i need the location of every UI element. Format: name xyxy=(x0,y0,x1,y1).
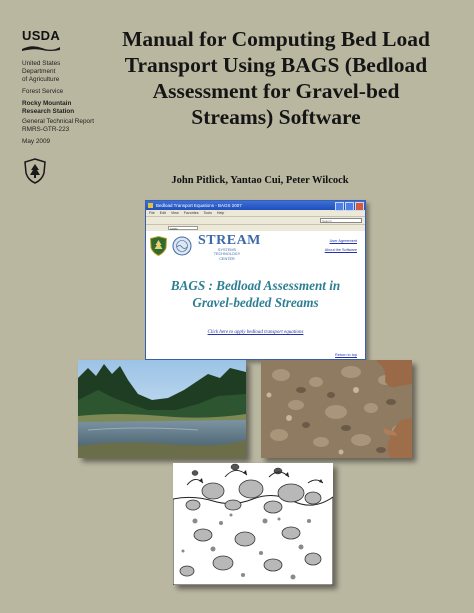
window-controls xyxy=(335,202,364,211)
return-to-top-link: Return to top xyxy=(335,353,357,357)
user-agreement-link: User Agreement xyxy=(329,239,357,243)
authors: John Pitlick, Yantao Cui, Peter Wilcock xyxy=(171,175,349,186)
forest-service-label: Forest Service xyxy=(22,88,64,95)
close-icon xyxy=(355,202,364,211)
usda-logo xyxy=(22,28,62,52)
apply-equations-link: Click here to apply bedload transport equations xyxy=(207,330,304,335)
about-software-link: About the Software xyxy=(324,248,357,252)
stc-seal-icon xyxy=(172,236,192,256)
menu-favorites: Favorites xyxy=(183,211,199,215)
window-toolbar xyxy=(146,216,365,224)
menu-help: Help xyxy=(216,211,225,215)
menu-file: File xyxy=(149,211,155,215)
forest-service-badge-icon xyxy=(150,236,167,256)
research-station: Rocky Mountain Research Station xyxy=(22,100,75,115)
gravel-bed-photo xyxy=(261,360,412,458)
river-photo xyxy=(78,360,246,458)
menu-edit: Edit xyxy=(159,211,166,215)
usda-swoosh-icon xyxy=(22,44,60,52)
gravel-sediment-image xyxy=(261,360,412,458)
window-content xyxy=(146,231,365,360)
bedload-sediment-diagram xyxy=(173,463,333,585)
report-title: Manual for Computing Bed Load Transport Using BAGS (Bedload Assessment for Gravel-bed Streams) Software xyxy=(122,27,430,129)
minimize-icon xyxy=(335,202,344,211)
report-number: General Technical Report RMRS-GTR-223 xyxy=(22,118,94,133)
menu-view: View xyxy=(171,211,179,215)
forest-service-shield-icon xyxy=(24,158,46,184)
stream-logo-subtitle: SYSTEMS TECHNOLOGY CENTER xyxy=(213,248,241,261)
bedload-transport-illustration xyxy=(173,463,333,585)
window-titlebar xyxy=(146,201,365,210)
bags-heading: BAGS : Bedload Assessment in Gravel-bedded Streams xyxy=(170,278,341,310)
publication-date: May 2009 xyxy=(22,138,51,145)
zoom-level: 100% xyxy=(168,226,198,230)
search-box: Search xyxy=(320,218,362,223)
stream-logo-word: STREAM xyxy=(198,233,261,248)
menu-tools: Tools xyxy=(203,211,212,215)
agency-name: United States Department of Agriculture xyxy=(22,60,61,83)
maximize-icon xyxy=(345,202,354,211)
window-address-bar xyxy=(146,224,365,231)
river-landscape-image xyxy=(78,360,246,458)
window-title: Bedload Transport Equations - BAGS 2007 xyxy=(156,203,242,208)
usda-logo-text: USDA xyxy=(22,28,61,43)
software-screenshot-window xyxy=(145,200,366,360)
browser-icon xyxy=(148,203,153,208)
